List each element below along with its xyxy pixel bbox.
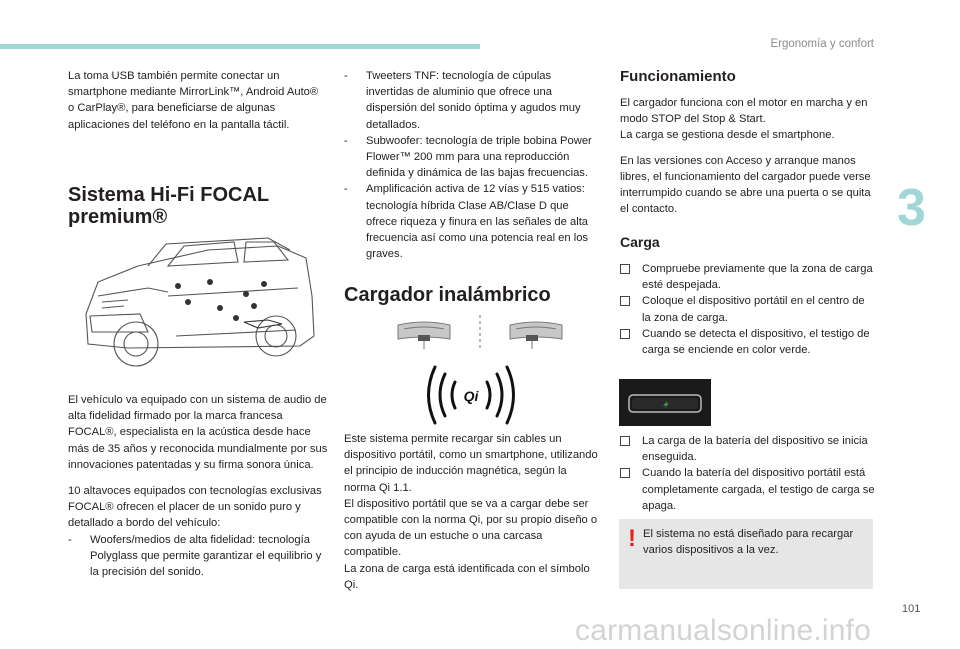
chapter-number: 3 xyxy=(897,179,926,237)
usb-intro: La toma USB también permite conectar un smartphone mediante MirrorLink™, Android Auto® o CarPlay®, para beneficiarse de algunas aplicaciones del teléfono en la pantalla táctil. xyxy=(68,70,319,131)
qi-label: Qi xyxy=(463,388,479,404)
list-item: Compruebe previamente que la zona de carga esté despejada. xyxy=(620,261,876,293)
list-item: La carga de la batería del dispositivo se inicia enseguida. xyxy=(620,433,876,465)
charger-description: Este sistema permite recargar sin cables un dispositivo portátil, como un smartphone, utilizando el principio de inducción magnética, según la norma Qi 1.1. xyxy=(344,433,598,494)
charging-title: Carga xyxy=(620,234,660,250)
charging-pad-icon xyxy=(619,379,711,426)
column-2 xyxy=(344,68,600,262)
warning-note xyxy=(619,519,873,589)
compatibility-text: El dispositivo portátil que se va a cargar debe ser compatible con la norma Qi, por su propio diseño o con ayuda de un estuche o una carcasa compatible. xyxy=(344,497,598,559)
list-item: Cuando se detecta el dispositivo, el testigo de carga se enciende en color verde. xyxy=(620,326,876,358)
checkbox-icon xyxy=(620,436,630,446)
car-speaker-illustration xyxy=(68,236,324,376)
steps-list-2 xyxy=(620,433,876,514)
operation-title: Funcionamiento xyxy=(620,68,736,85)
column-1 xyxy=(68,68,326,133)
watermark: carmanualsonline.info xyxy=(575,614,872,647)
column-1-body xyxy=(68,392,330,580)
hifi-title-line1: Sistema Hi-Fi FOCAL xyxy=(68,184,270,206)
charging-steps-2 xyxy=(620,433,876,514)
list-item: Coloque el dispositivo portátil en el centro de la zona de carga. xyxy=(620,293,876,325)
warning-icon: ! xyxy=(628,525,636,552)
list-item: - Tweeters TNF: tecnología de cúpulas invertidas de aluminio que ofrece una dispersión del sonido óptima y agudos muy detallados. xyxy=(344,70,581,131)
list-item: - Subwoofer: tecnología de triple bobina Power Flower™ 200 mm para una reproducción definida y dinámica de las bajas frecuencias. xyxy=(344,134,592,180)
speaker-list-1 xyxy=(68,532,330,581)
page-number: 101 xyxy=(902,603,921,615)
speakers-intro: 10 altavoces equipados con tecnologías exclusivas FOCAL® ofrecen el placer de un sonido puro y detallado a bordo del vehículo: xyxy=(68,485,322,530)
checkbox-icon xyxy=(620,264,630,274)
list-item: - Woofers/medios de alta fidelidad: tecnología Polyglass que permite garantizar el equilibrio y la precisión del sonido. xyxy=(68,533,322,579)
speaker-list-2 xyxy=(344,68,600,262)
section-label: Ergonomía y confort xyxy=(770,38,874,50)
steps-list-1 xyxy=(620,261,876,358)
operation-text-3: En las versiones con Acceso y arranque manos libres, el funcionamiento del cargador puede verse interrumpido cuando se abre una puerta o se quita el contacto. xyxy=(620,154,871,216)
list-item: Cuando la batería del dispositivo portátil está completamente cargada, el testigo de carga se apaga. xyxy=(620,465,876,514)
checkbox-icon xyxy=(620,468,630,478)
list-item: - Amplificación activa de 12 vías y 515 vatios: tecnología híbrida Clase AB/Clase D que ofrece riqueza y finura en las señales de alta frecuencia así como una potencia real en los graves. xyxy=(344,183,589,261)
warning-text: El sistema no está diseñado para recargar varios dispositivos a la vez. xyxy=(643,528,854,556)
focal-description: El vehículo va equipado con un sistema de audio de alta fidelidad firmado por la marca francesa FOCAL®, especialista en la acústica desde hace más de 35 años y reconocida mundialmente por sus innovaciones patentadas y su firma sonora única. xyxy=(68,394,328,471)
charging-steps-1 xyxy=(620,261,876,358)
charging-indicator-image xyxy=(619,379,711,426)
qi-symbol-icon xyxy=(425,364,517,426)
column-3 xyxy=(620,95,876,217)
wireless-charger-title: Cargador inalámbrico xyxy=(344,284,551,306)
hifi-title-line2: premium® xyxy=(68,206,168,228)
header-accent-bar xyxy=(0,44,480,49)
operation-text-2: La carga se gestiona desde el smartphone. xyxy=(620,129,835,142)
hifi-title xyxy=(68,184,269,228)
checkbox-icon xyxy=(620,329,630,339)
column-2-body xyxy=(344,431,600,593)
checkbox-icon xyxy=(620,296,630,306)
operation-text-1: El cargador funciona con el motor en marcha y en modo STOP del Stop & Start. xyxy=(620,97,868,126)
charging-zone-text: La zona de carga está identificada con el símbolo Qi. xyxy=(344,562,590,591)
console-illustration xyxy=(396,313,564,353)
